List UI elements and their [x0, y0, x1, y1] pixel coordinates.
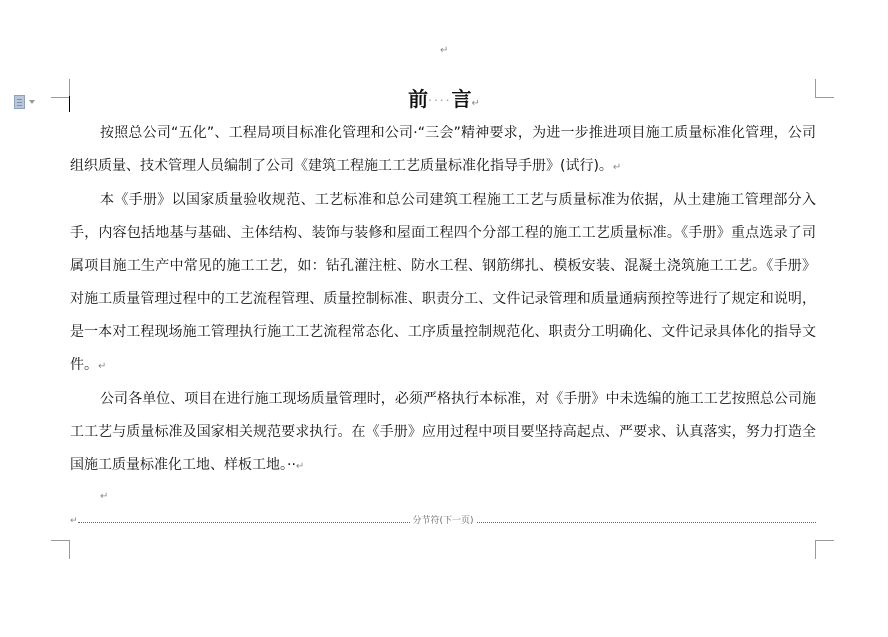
crop-mark-bottom-right: [815, 540, 834, 559]
paragraph-mark: ↵: [440, 45, 449, 56]
paragraph-text: 本《手册》以国家质量验收规范、工艺标准和总公司建筑工程施工工艺与质量标准为依据，从土建施工管理部分入手，内容包括地基与基础、主体结构、装饰与装修和屋面工程四个分部工程的施工工艺质量标准。《手册》重点选录了司属项目施工生产中常见的施工工艺，如：钻孔灌注桩、防水工程、钢筋绑扎、模板安装、混凝土浇筑施工工艺。《手册》对施工质量管理过程中的工艺流程管理、质量控制标准、职责分工、文件记录管理和质量通病预控等进行了规定和说明，是一本对工程现场施工管理执行施工工艺流程常态化、工序质量控制规范化、职责分工明确化、文件记录具体化的指导文件。: [70, 192, 816, 373]
title-left: 前: [408, 87, 429, 111]
paragraph-mark: ↵: [295, 461, 305, 472]
paragraph-2[interactable]: [70, 184, 816, 383]
section-break-label: 分节符(下一页): [412, 516, 474, 526]
paragraph-mark: ↵: [98, 361, 107, 372]
section-break: [70, 515, 816, 527]
paragraph-3[interactable]: [70, 383, 816, 483]
title-spaces: ····: [428, 93, 452, 108]
paragraph-mark: ↵: [612, 162, 622, 173]
crop-mark-bottom-left: [51, 540, 70, 559]
paragraph-mark: ↵: [100, 491, 109, 502]
paragraph-1[interactable]: [70, 117, 816, 184]
page-title[interactable]: [0, 83, 888, 112]
paragraph-text: 公司各单位、项目在进行施工现场质量管理时，必须严格执行本标准，对《手册》中未选编的施工工艺按照总公司施工工艺与质量标准及国家相关规范要求执行。在《手册》应用过程中项目要坚持高起点、严要求、认真落实，努力打造全国施工质量标准化工地、样板工地。··: [70, 391, 816, 473]
paragraph-mark: ↵: [70, 516, 78, 526]
paragraph-mark: ↵: [471, 98, 480, 109]
paragraph-text: 按照总公司“五化”、工程局项目标准化管理和公司·“三会”精神要求，为进一步推进项目施工质量标准化管理，公司组织质量、技术管理人员编制了公司《建筑工程施工工艺质量标准化指导手册》(试行)。: [70, 125, 816, 174]
title-right: 言: [451, 87, 472, 111]
document-body[interactable]: [70, 117, 816, 483]
